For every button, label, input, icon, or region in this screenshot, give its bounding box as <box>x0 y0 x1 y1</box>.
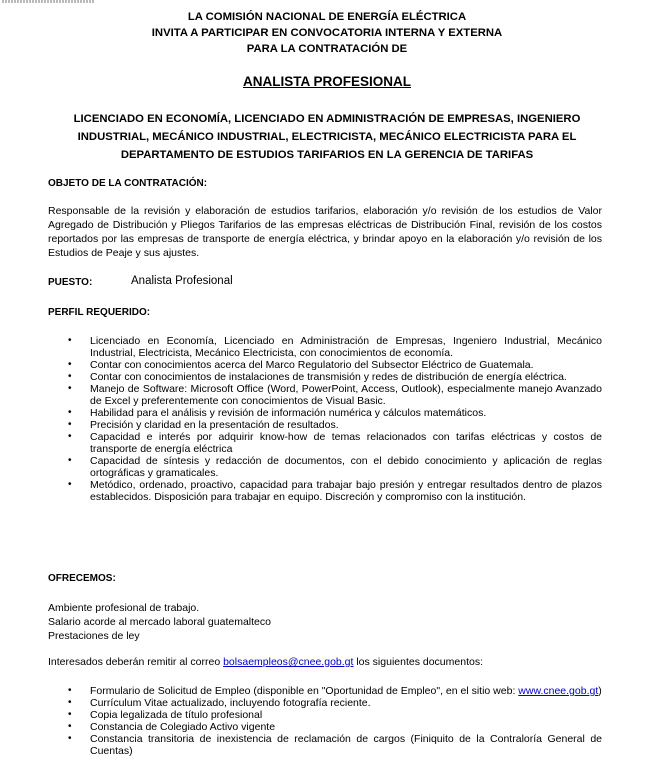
list-item: • Contar con conocimientos acerca del Marco Regulatorio del Subsector Eléctrico de Guatemala. <box>48 359 602 371</box>
header-line-1: LA COMISIÓN NACIONAL DE ENERGÍA ELÉCTRICA <box>187 11 467 23</box>
degrees-block <box>40 110 614 164</box>
header-artifact-line <box>2 0 94 3</box>
list-item: • Capacidad de síntesis y redacción de documentos, con el debido conocimiento y aplicación de reglas ortográficas y gramaticales. <box>48 455 602 479</box>
puesto-label: PUESTO: <box>48 277 93 288</box>
ofrecemos-label: OFRECEMOS: <box>48 573 116 584</box>
ofrecemos-line-3: Prestaciones de ley <box>48 630 140 642</box>
list-item: • Copia legalizada de título profesional <box>48 709 602 721</box>
list-item <box>48 685 602 697</box>
interesados-before: Interesados deberán remitir al correo <box>48 656 224 668</box>
degrees-line-1: LICENCIADO EN ECONOMÍA, LICENCIADO EN ADMINISTRACIÓN DE EMPRESAS, INGENIERO <box>73 113 581 125</box>
list-item: • Constancia transitoria de inexistencia de reclamación de cargos (Finiquito de la Contraloría General de Cuentas) <box>48 733 602 757</box>
doc-item-1-text: Formulario de Solicitud de Empleo (disponible en "Oportunidad de Empleo", en el sitio web: <box>90 685 519 697</box>
list-item: • Constancia de Colegiado Activo vigente <box>48 721 602 733</box>
list-item: • Contar con conocimientos de instalaciones de transmisión y redes de distribución de energía eléctrica. <box>48 371 602 383</box>
header-line-2: INVITA A PARTICIPAR EN CONVOCATORIA INTERNA Y EXTERNA <box>151 27 503 39</box>
degrees-line-2: INDUSTRIAL, MECÁNICO INDUSTRIAL, ELECTRICISTA, MECÁNICO ELECTRICISTA PARA EL <box>77 131 577 143</box>
announcement-header <box>0 9 654 57</box>
degrees-line-3: DEPARTAMENTO DE ESTUDIOS TARIFARIOS EN LA GERENCIA DE TARIFAS <box>120 149 534 161</box>
list-item: • Licenciado en Economía, Licenciado en Administración de Empresas, Ingeniero Industrial, Mecánico Industrial, Electricista, Mecánico Electricista, con conocimientos de economía. <box>48 335 602 359</box>
perfil-label: PERFIL REQUERIDO: <box>48 307 151 318</box>
list-item: • Metódico, ordenado, proactivo, capacidad para trabajar bajo presión y entregar resultados dentro de plazos establecidos. Disposición para trabajar en equipo. Discreción y compromiso con la institución. <box>48 479 602 503</box>
header-line-3: PARA LA CONTRATACIÓN DE <box>246 43 408 55</box>
doc-item-1-end: ) <box>598 685 602 697</box>
website-link[interactable]: www.cnee.gob.gt <box>518 685 599 697</box>
email-link[interactable]: bolsaempleos@cnee.gob.gt <box>223 656 354 668</box>
list-item: • Capacidad e interés por adquirir know-how de temas relacionados con tarifas eléctricas y costos de transporte de energía eléctrica <box>48 431 602 455</box>
objeto-label: OBJETO DE LA CONTRATACIÓN: <box>48 178 208 189</box>
position-title: ANALISTA PROFESIONAL <box>243 74 411 89</box>
objeto-text: Responsable de la revisión y elaboración de estudios tarifarios, elaboración y/o revisión de los estudios de Valor Agregado de Distribución y Pliegos Tarifarios de las empresas eléctricas de Distribución Final, revisión de los costos reportados por las empresas de transporte de energía eléctrica, y brindar apoyo en la elaboración y/o revisión de los Estudios de Peaje y sus ajustes. <box>48 205 602 259</box>
list-item: • Precisión y claridad en la presentación de resultados. <box>48 419 602 431</box>
list-item: • Habilidad para el análisis y revisión de información numérica y cálculos matemáticos. <box>48 407 602 419</box>
list-item: • Currículum Vitae actualizado, incluyendo fotografía reciente. <box>48 697 602 709</box>
interesados-after: los siguientes documentos: <box>353 656 483 668</box>
ofrecemos-line-2: Salario acorde al mercado laboral guatemalteco <box>48 616 271 628</box>
list-item: • Manejo de Software: Microsoft Office (Word, PowerPoint, Access, Outlook), especialmente manejo Avanzado de Excel y preferentemente con conocimientos de Visual Basic. <box>48 383 602 407</box>
perfil-list <box>48 335 602 503</box>
puesto-value: Analista Profesional <box>131 275 233 287</box>
ofrecemos-list <box>48 601 271 643</box>
interesados-text <box>48 655 483 669</box>
ofrecemos-line-1: Ambiente profesional de trabajo. <box>48 602 200 614</box>
documentos-list <box>48 685 602 757</box>
